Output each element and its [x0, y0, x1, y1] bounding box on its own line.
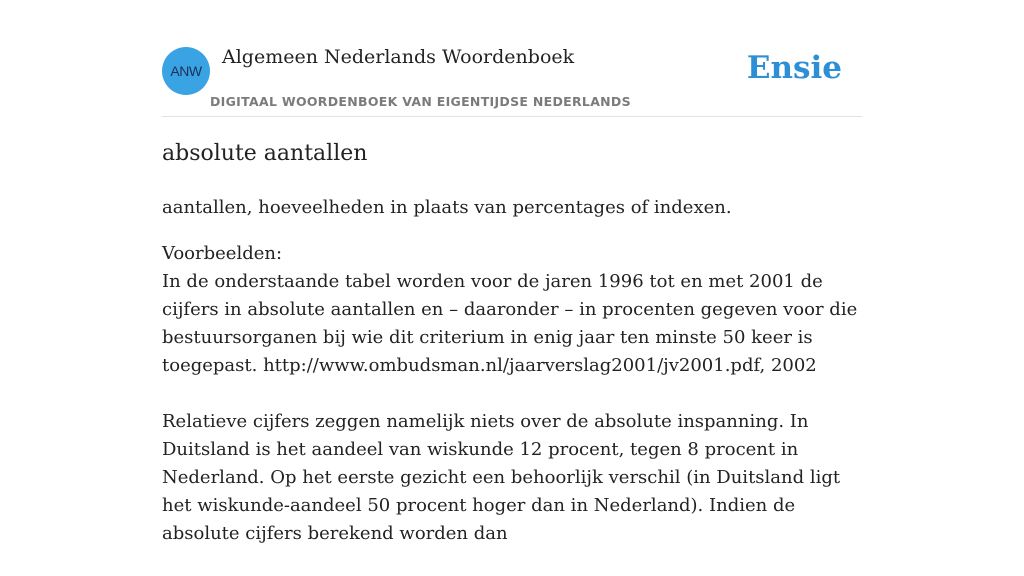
dictionary-entry — [162, 138, 862, 576]
site-subtitle: DIGITAAL WOORDENBOEK VAN EIGENTIJDSE NEDERLANDS — [210, 94, 631, 109]
example-text: Relatieve cijfers zeggen namelijk niets over de absolute inspanning. In Duitsland is het aandeel van wiskunde 12 procent, tegen 8 procent in Nederland. Op het eerste gezicht een behoorlijk verschil (in Duitsland ligt het wiskunde-aandeel 50 procent hoger dan in Nederland). Indien de absolute cijfers berekend worden dan — [162, 411, 841, 544]
entry-definition: aantallen, hoeveelheden in plaats van percentages of indexen. — [162, 197, 732, 218]
examples-label: Voorbeelden: — [162, 243, 283, 264]
anw-logo[interactable]: ANW — [162, 47, 210, 95]
example-text: In de onderstaande tabel worden voor de jaren 1996 tot en met 2001 de cijfers in absolute aantallen en – daaronder – in procenten gegeven voor die bestuursorganen bij wie dit criterium in enig jaar ten minste 50 keer is toegepast. http://www.ombudsman.nl/jaarverslag2001/jv2001.pdf, 2002 — [162, 271, 858, 376]
entry-term: absolute aantallen — [162, 141, 368, 166]
site-header — [162, 0, 862, 117]
site-title[interactable]: Algemeen Nederlands Woordenboek — [222, 46, 575, 68]
ensie-brand-logo[interactable]: Ensie — [746, 50, 842, 86]
